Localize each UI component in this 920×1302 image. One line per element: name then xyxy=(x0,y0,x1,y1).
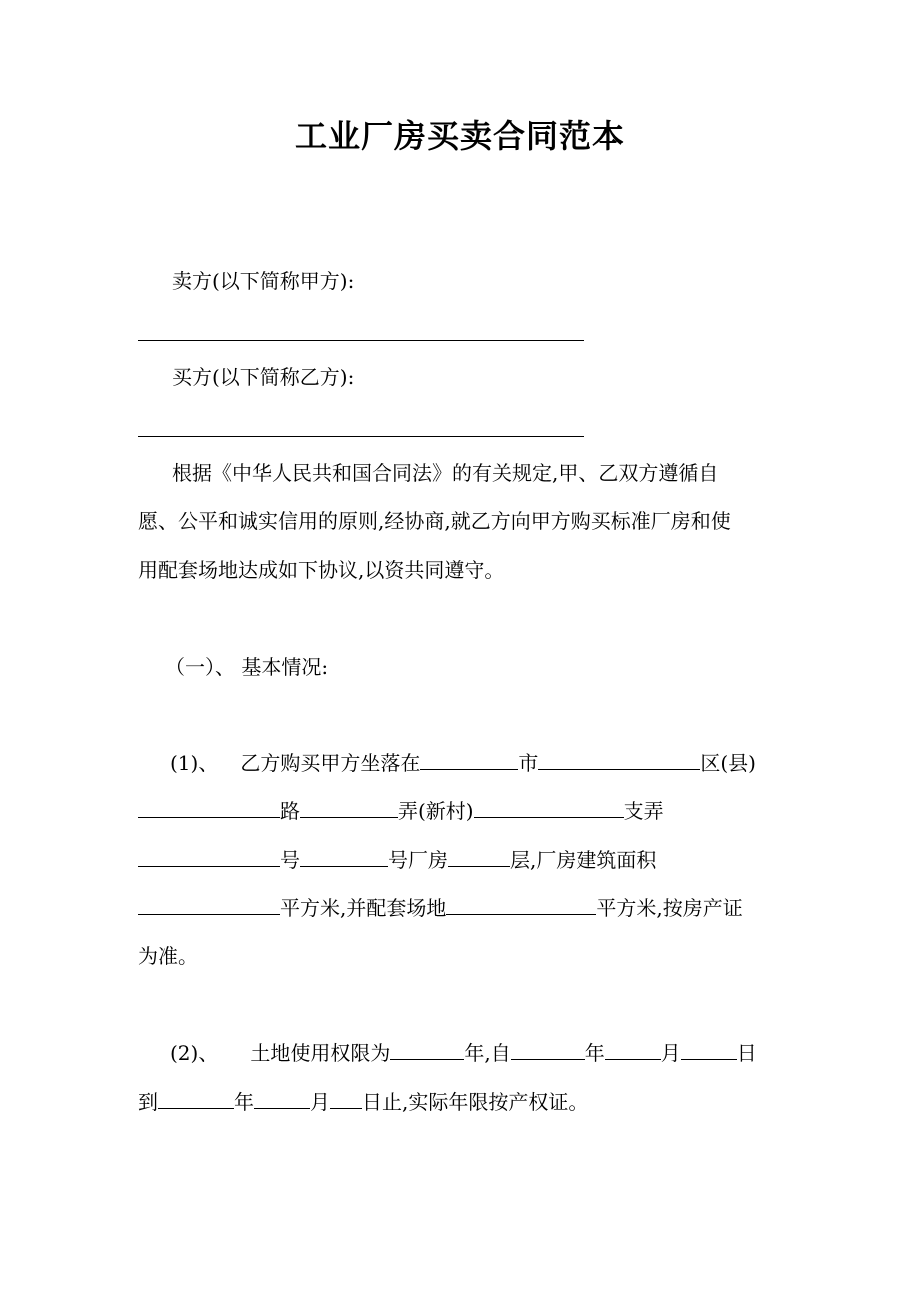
item1-text: 支弄 xyxy=(623,799,664,823)
section-heading: （一）、 基本情况: xyxy=(165,655,329,679)
blank-field[interactable] xyxy=(254,1088,310,1109)
item1-text: 平方米,按房产证 xyxy=(596,896,743,920)
item1-text: 市 xyxy=(518,751,539,775)
item-number: (1)、 xyxy=(170,751,219,775)
item1-line-1 xyxy=(170,748,756,778)
blank-field[interactable] xyxy=(138,894,280,915)
item1-text: 平方米,并配套场地 xyxy=(280,896,447,920)
item2-text: 日 xyxy=(736,1041,757,1065)
item2-text: 年,自 xyxy=(464,1041,511,1065)
item1-text: 乙方购买甲方坐落在 xyxy=(240,751,421,775)
item1-text: 号厂房 xyxy=(388,848,448,872)
blank-field[interactable] xyxy=(300,797,398,818)
item2-text: 月 xyxy=(660,1041,681,1065)
item2-text: 到 xyxy=(138,1090,158,1114)
item2-text: 土地使用权限为 xyxy=(250,1041,391,1065)
seller-label: 卖方(以下简称甲方): xyxy=(172,269,355,293)
document-title: 工业厂房买卖合同范本 xyxy=(294,117,625,155)
intro-line-1: 根据《中华人民共和国合同法》的有关规定,甲、乙双方遵循自 xyxy=(172,461,719,485)
intro-line-2: 愿、公平和诚实信用的原则,经协商,就乙方向甲方购买标准厂房和使 xyxy=(138,509,731,533)
item1-text: 层,厂房建筑面积 xyxy=(510,848,657,872)
item1-text: 号 xyxy=(280,848,300,872)
blank-field[interactable] xyxy=(138,797,280,818)
item1-text: 区(县) xyxy=(700,751,756,775)
item1-line-3 xyxy=(138,845,656,875)
item2-line-1 xyxy=(170,1038,757,1068)
item2-text: 月 xyxy=(310,1090,330,1114)
blank-field[interactable] xyxy=(330,1088,362,1109)
item2-text: 年 xyxy=(584,1041,605,1065)
seller-fill-line xyxy=(138,340,584,341)
item1-text: 弄(新村) xyxy=(398,799,474,823)
blank-field[interactable] xyxy=(605,1039,661,1060)
item2-text: 日止,实际年限按产权证。 xyxy=(362,1090,589,1114)
item2-line-2 xyxy=(138,1087,588,1117)
blank-field[interactable] xyxy=(474,797,624,818)
intro-line-3: 用配套场地达成如下协议,以资共同遵守。 xyxy=(138,558,505,582)
blank-field[interactable] xyxy=(446,894,596,915)
item1-line-5: 为准。 xyxy=(138,944,198,968)
blank-field[interactable] xyxy=(158,1088,234,1109)
item1-line-2 xyxy=(138,796,664,826)
blank-field[interactable] xyxy=(511,1039,585,1060)
blank-field[interactable] xyxy=(681,1039,737,1060)
buyer-label: 买方(以下简称乙方): xyxy=(172,365,355,389)
blank-field[interactable] xyxy=(538,749,700,770)
blank-field[interactable] xyxy=(448,846,510,867)
blank-field[interactable] xyxy=(420,749,518,770)
item1-text: 路 xyxy=(280,799,300,823)
item1-line-4 xyxy=(138,893,743,923)
blank-field[interactable] xyxy=(300,846,388,867)
blank-field[interactable] xyxy=(390,1039,464,1060)
buyer-fill-line xyxy=(138,436,584,437)
item-number: (2)、 xyxy=(170,1041,219,1065)
item2-text: 年 xyxy=(234,1090,254,1114)
blank-field[interactable] xyxy=(138,846,280,867)
